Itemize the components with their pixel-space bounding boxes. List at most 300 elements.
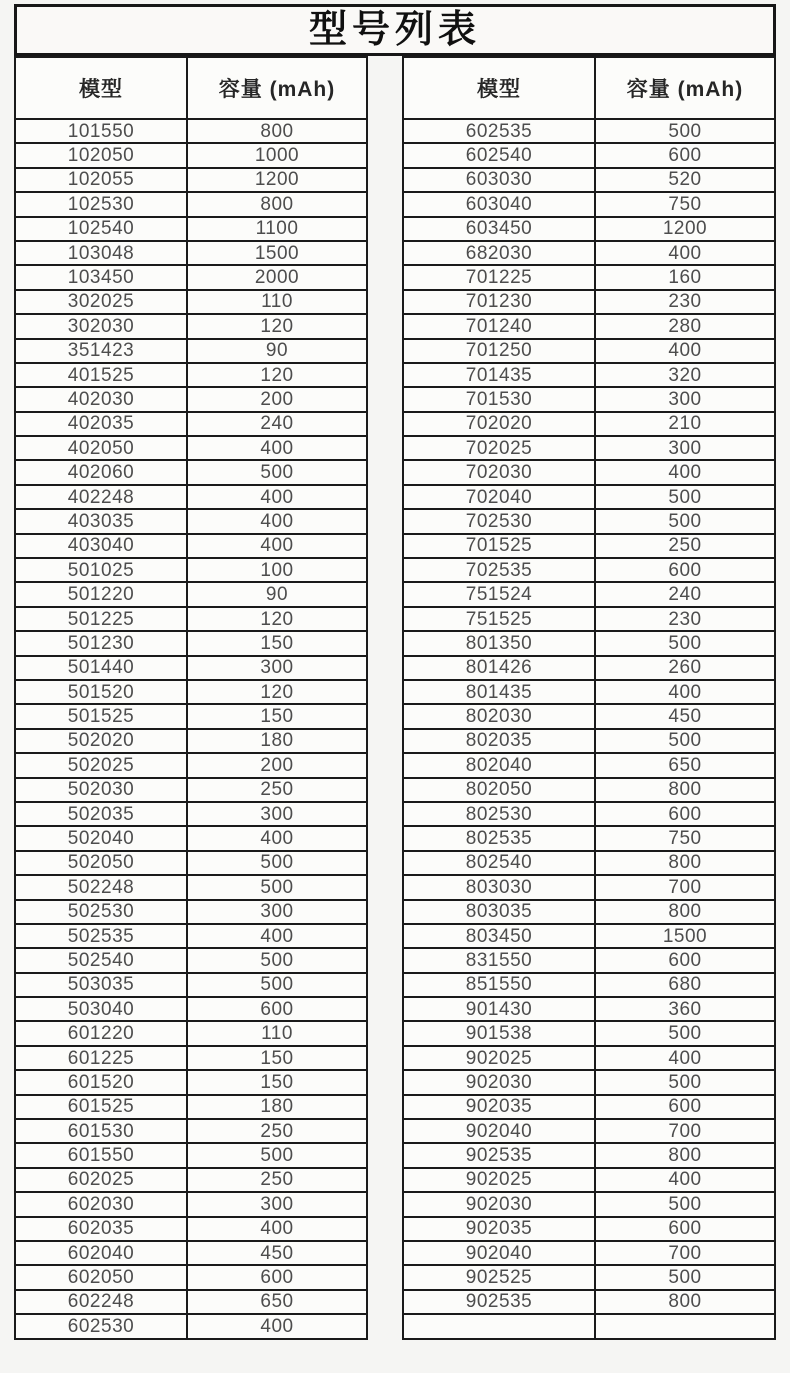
table-row — [403, 1290, 775, 1314]
capacity-cell: 500 — [595, 631, 775, 655]
column-header-model: 模型 — [403, 57, 595, 119]
table-row — [403, 631, 775, 655]
table-row — [15, 509, 367, 533]
capacity-cell: 600 — [187, 1265, 367, 1289]
model-cell: 102055 — [15, 168, 187, 192]
capacity-cell: 400 — [595, 460, 775, 484]
capacity-cell: 320 — [595, 363, 775, 387]
model-cell: 803035 — [403, 900, 595, 924]
capacity-cell: 650 — [187, 1290, 367, 1314]
capacity-cell: 800 — [595, 1290, 775, 1314]
capacity-cell: 600 — [595, 558, 775, 582]
capacity-cell: 110 — [187, 1021, 367, 1045]
table-row — [403, 607, 775, 631]
capacity-cell: 180 — [187, 1095, 367, 1119]
model-cell: 801350 — [403, 631, 595, 655]
capacity-cell: 600 — [595, 1217, 775, 1241]
capacity-cell: 800 — [595, 1143, 775, 1167]
capacity-cell: 230 — [595, 607, 775, 631]
model-cell: 602030 — [15, 1192, 187, 1216]
table-row — [15, 192, 367, 216]
capacity-cell: 280 — [595, 314, 775, 338]
table-row — [15, 1168, 367, 1192]
model-cell: 902030 — [403, 1192, 595, 1216]
capacity-cell: 400 — [595, 1168, 775, 1192]
table-row — [403, 680, 775, 704]
capacity-cell: 120 — [187, 607, 367, 631]
model-cell: 831550 — [403, 948, 595, 972]
table-row — [403, 924, 775, 948]
capacity-cell: 300 — [187, 802, 367, 826]
capacity-cell: 500 — [595, 509, 775, 533]
table-row — [15, 753, 367, 777]
model-cell: 702020 — [403, 412, 595, 436]
model-cell: 402035 — [15, 412, 187, 436]
capacity-cell: 250 — [187, 778, 367, 802]
capacity-cell: 500 — [595, 119, 775, 143]
model-cell: 501525 — [15, 704, 187, 728]
capacity-cell: 180 — [187, 729, 367, 753]
table-row — [403, 509, 775, 533]
capacity-cell: 150 — [187, 631, 367, 655]
model-cell: 602530 — [15, 1314, 187, 1338]
capacity-cell: 500 — [187, 973, 367, 997]
table-row — [403, 900, 775, 924]
table-row — [403, 241, 775, 265]
model-cell: 701230 — [403, 290, 595, 314]
model-cell: 403040 — [15, 534, 187, 558]
table-row — [15, 704, 367, 728]
table-row — [403, 753, 775, 777]
capacity-cell: 90 — [187, 582, 367, 606]
table-row — [15, 1314, 367, 1338]
model-cell: 682030 — [403, 241, 595, 265]
capacity-cell: 500 — [595, 1265, 775, 1289]
column-header-capacity: 容量 (mAh) — [187, 57, 367, 119]
capacity-cell: 2000 — [187, 265, 367, 289]
model-cell: 751524 — [403, 582, 595, 606]
model-cell: 302025 — [15, 290, 187, 314]
table-row — [403, 1265, 775, 1289]
capacity-cell: 520 — [595, 168, 775, 192]
model-cell: 501520 — [15, 680, 187, 704]
model-cell: 503040 — [15, 997, 187, 1021]
model-cell: 801426 — [403, 656, 595, 680]
model-cell: 751525 — [403, 607, 595, 631]
model-cell: 902525 — [403, 1265, 595, 1289]
model-cell: 502025 — [15, 753, 187, 777]
table-row — [403, 729, 775, 753]
capacity-cell: 150 — [187, 1070, 367, 1094]
table-row — [15, 314, 367, 338]
capacity-cell: 110 — [187, 290, 367, 314]
model-cell: 902030 — [403, 1070, 595, 1094]
page-title: 型号列表 — [14, 4, 776, 56]
table-row — [15, 924, 367, 948]
capacity-cell: 260 — [595, 656, 775, 680]
capacity-cell: 450 — [187, 1241, 367, 1265]
capacity-cell: 500 — [187, 875, 367, 899]
model-cell: 502030 — [15, 778, 187, 802]
table-row — [15, 485, 367, 509]
capacity-cell: 600 — [595, 143, 775, 167]
model-cell: 701225 — [403, 265, 595, 289]
capacity-cell: 500 — [595, 729, 775, 753]
model-cell: 902035 — [403, 1217, 595, 1241]
model-cell: 803450 — [403, 924, 595, 948]
table-row — [403, 1217, 775, 1241]
table-row — [15, 558, 367, 582]
model-cell: 603040 — [403, 192, 595, 216]
model-cell: 902025 — [403, 1168, 595, 1192]
capacity-cell — [595, 1314, 775, 1338]
table-row — [403, 387, 775, 411]
model-cell: 701530 — [403, 387, 595, 411]
table-row — [403, 314, 775, 338]
capacity-cell: 400 — [595, 680, 775, 704]
table-row — [15, 656, 367, 680]
table-row — [15, 1290, 367, 1314]
table-row — [403, 1070, 775, 1094]
capacity-cell: 300 — [595, 387, 775, 411]
table-row — [403, 1192, 775, 1216]
capacity-cell: 150 — [187, 1046, 367, 1070]
table-row — [15, 241, 367, 265]
table-row — [15, 1192, 367, 1216]
table-row — [15, 339, 367, 363]
model-cell: 501220 — [15, 582, 187, 606]
model-cell: 902025 — [403, 1046, 595, 1070]
model-cell: 902040 — [403, 1119, 595, 1143]
table-row — [15, 631, 367, 655]
model-cell: 102530 — [15, 192, 187, 216]
table-row — [403, 143, 775, 167]
table-row — [403, 948, 775, 972]
model-cell: 802035 — [403, 729, 595, 753]
capacity-cell: 1200 — [187, 168, 367, 192]
model-cell: 602025 — [15, 1168, 187, 1192]
table-row — [15, 826, 367, 850]
model-cell: 902035 — [403, 1095, 595, 1119]
capacity-cell: 600 — [187, 997, 367, 1021]
model-cell: 402050 — [15, 436, 187, 460]
table-row — [403, 119, 775, 143]
table-row — [403, 582, 775, 606]
table-row — [403, 1095, 775, 1119]
capacity-cell: 300 — [595, 436, 775, 460]
table-row — [15, 802, 367, 826]
table-row — [15, 1217, 367, 1241]
model-cell: 701525 — [403, 534, 595, 558]
capacity-cell: 500 — [595, 1021, 775, 1045]
table-row — [403, 192, 775, 216]
capacity-cell: 400 — [595, 339, 775, 363]
table-row — [15, 387, 367, 411]
model-cell: 602540 — [403, 143, 595, 167]
model-cell: 502530 — [15, 900, 187, 924]
capacity-cell: 800 — [595, 778, 775, 802]
model-cell: 102540 — [15, 217, 187, 241]
table-row — [15, 1265, 367, 1289]
capacity-cell: 800 — [595, 900, 775, 924]
model-cell: 601520 — [15, 1070, 187, 1094]
table-row — [403, 485, 775, 509]
table-row — [403, 778, 775, 802]
capacity-cell: 600 — [595, 1095, 775, 1119]
table-row — [403, 802, 775, 826]
capacity-cell: 250 — [187, 1168, 367, 1192]
capacity-cell: 400 — [187, 924, 367, 948]
model-cell: 601225 — [15, 1046, 187, 1070]
model-cell: 503035 — [15, 973, 187, 997]
table-row — [15, 1021, 367, 1045]
capacity-cell: 400 — [187, 534, 367, 558]
capacity-cell: 750 — [595, 192, 775, 216]
model-cell: 602535 — [403, 119, 595, 143]
table-row — [403, 363, 775, 387]
table-row — [15, 363, 367, 387]
model-cell: 702530 — [403, 509, 595, 533]
model-cell: 502050 — [15, 851, 187, 875]
table-row — [15, 143, 367, 167]
model-cell: 901430 — [403, 997, 595, 1021]
capacity-cell: 120 — [187, 680, 367, 704]
table-row — [15, 290, 367, 314]
capacity-cell: 750 — [595, 826, 775, 850]
table-header-left — [15, 57, 367, 119]
capacity-cell: 120 — [187, 363, 367, 387]
capacity-cell: 90 — [187, 339, 367, 363]
table-row — [15, 973, 367, 997]
capacity-cell: 700 — [595, 875, 775, 899]
table-row — [403, 412, 775, 436]
capacity-cell: 500 — [187, 1143, 367, 1167]
model-cell: 502040 — [15, 826, 187, 850]
model-capacity-table-left — [14, 56, 368, 1340]
table-row — [15, 436, 367, 460]
capacity-cell: 400 — [187, 826, 367, 850]
model-cell: 501025 — [15, 558, 187, 582]
table-row — [15, 1119, 367, 1143]
capacity-cell: 650 — [595, 753, 775, 777]
table-row — [403, 534, 775, 558]
model-cell: 802040 — [403, 753, 595, 777]
column-header-model: 模型 — [15, 57, 187, 119]
column-header-capacity: 容量 (mAh) — [595, 57, 775, 119]
capacity-cell: 800 — [187, 119, 367, 143]
table-row — [403, 1046, 775, 1070]
capacity-cell: 400 — [187, 436, 367, 460]
table-row — [403, 1314, 775, 1338]
capacity-cell: 250 — [187, 1119, 367, 1143]
model-capacity-table-right — [402, 56, 776, 1340]
table-row — [15, 582, 367, 606]
capacity-cell: 700 — [595, 1119, 775, 1143]
table-row — [403, 290, 775, 314]
table-row — [15, 119, 367, 143]
table-header-right — [403, 57, 775, 119]
model-cell: 601530 — [15, 1119, 187, 1143]
capacity-cell: 1500 — [187, 241, 367, 265]
model-cell: 502035 — [15, 802, 187, 826]
model-cell: 602050 — [15, 1265, 187, 1289]
model-cell: 502535 — [15, 924, 187, 948]
table-row — [15, 1095, 367, 1119]
table-row — [403, 265, 775, 289]
capacity-cell: 500 — [595, 1192, 775, 1216]
table-body-left — [15, 119, 367, 1339]
capacity-cell: 100 — [187, 558, 367, 582]
table-row — [15, 778, 367, 802]
model-cell: 702025 — [403, 436, 595, 460]
model-cell: 601550 — [15, 1143, 187, 1167]
table-row — [403, 460, 775, 484]
capacity-cell: 400 — [187, 1217, 367, 1241]
table-row — [403, 1021, 775, 1045]
table-row — [15, 1143, 367, 1167]
capacity-cell: 1200 — [595, 217, 775, 241]
capacity-cell: 200 — [187, 753, 367, 777]
capacity-cell: 400 — [595, 1046, 775, 1070]
model-cell: 502540 — [15, 948, 187, 972]
model-cell: 701240 — [403, 314, 595, 338]
model-cell: 802530 — [403, 802, 595, 826]
table-row — [15, 1046, 367, 1070]
model-cell: 701250 — [403, 339, 595, 363]
capacity-cell: 680 — [595, 973, 775, 997]
table-row — [403, 851, 775, 875]
model-cell: 802540 — [403, 851, 595, 875]
capacity-cell: 500 — [595, 485, 775, 509]
capacity-cell: 400 — [187, 509, 367, 533]
table-row — [15, 607, 367, 631]
table-row — [403, 1143, 775, 1167]
model-cell: 502020 — [15, 729, 187, 753]
table-row — [15, 412, 367, 436]
table-row — [403, 436, 775, 460]
model-cell: 601220 — [15, 1021, 187, 1045]
table-row — [403, 656, 775, 680]
capacity-cell: 400 — [187, 1314, 367, 1338]
model-cell: 402248 — [15, 485, 187, 509]
model-cell: 902535 — [403, 1290, 595, 1314]
capacity-cell: 400 — [595, 241, 775, 265]
model-cell: 802050 — [403, 778, 595, 802]
capacity-cell: 700 — [595, 1241, 775, 1265]
capacity-cell: 240 — [595, 582, 775, 606]
capacity-cell: 800 — [595, 851, 775, 875]
model-cell: 402060 — [15, 460, 187, 484]
model-cell: 702030 — [403, 460, 595, 484]
capacity-cell: 300 — [187, 1192, 367, 1216]
table-row — [15, 851, 367, 875]
capacity-cell: 160 — [595, 265, 775, 289]
table-row — [15, 948, 367, 972]
model-cell: 501440 — [15, 656, 187, 680]
capacity-cell: 1500 — [595, 924, 775, 948]
model-cell: 851550 — [403, 973, 595, 997]
model-cell: 502248 — [15, 875, 187, 899]
model-cell: 902535 — [403, 1143, 595, 1167]
model-cell: 602248 — [15, 1290, 187, 1314]
capacity-cell: 1100 — [187, 217, 367, 241]
capacity-cell: 240 — [187, 412, 367, 436]
model-cell: 702535 — [403, 558, 595, 582]
table-row — [403, 826, 775, 850]
model-cell: 801435 — [403, 680, 595, 704]
model-cell: 103450 — [15, 265, 187, 289]
table-row — [15, 900, 367, 924]
model-cell: 702040 — [403, 485, 595, 509]
capacity-cell: 800 — [187, 192, 367, 216]
table-row — [15, 875, 367, 899]
model-cell: 102050 — [15, 143, 187, 167]
capacity-cell: 500 — [187, 851, 367, 875]
model-cell: 802535 — [403, 826, 595, 850]
model-cell: 402030 — [15, 387, 187, 411]
capacity-cell: 210 — [595, 412, 775, 436]
model-cell: 602040 — [15, 1241, 187, 1265]
model-cell: 901538 — [403, 1021, 595, 1045]
model-cell: 302030 — [15, 314, 187, 338]
table-row — [403, 217, 775, 241]
model-cell — [403, 1314, 595, 1338]
model-cell: 902040 — [403, 1241, 595, 1265]
model-cell: 103048 — [15, 241, 187, 265]
capacity-cell: 600 — [595, 802, 775, 826]
table-row — [15, 729, 367, 753]
capacity-cell: 500 — [595, 1070, 775, 1094]
table-row — [403, 1241, 775, 1265]
capacity-cell: 600 — [595, 948, 775, 972]
model-cell: 803030 — [403, 875, 595, 899]
tables-container — [14, 56, 776, 1340]
model-cell: 802030 — [403, 704, 595, 728]
model-cell: 701435 — [403, 363, 595, 387]
model-cell: 601525 — [15, 1095, 187, 1119]
capacity-cell: 1000 — [187, 143, 367, 167]
table-row — [403, 997, 775, 1021]
table-row — [15, 1070, 367, 1094]
capacity-cell: 360 — [595, 997, 775, 1021]
model-cell: 501225 — [15, 607, 187, 631]
table-row — [403, 973, 775, 997]
table-row — [15, 534, 367, 558]
table-row — [403, 558, 775, 582]
table-row — [15, 265, 367, 289]
capacity-cell: 500 — [187, 948, 367, 972]
model-cell: 401525 — [15, 363, 187, 387]
model-cell: 501230 — [15, 631, 187, 655]
capacity-cell: 200 — [187, 387, 367, 411]
capacity-cell: 500 — [187, 460, 367, 484]
model-cell: 351423 — [15, 339, 187, 363]
table-row — [403, 168, 775, 192]
table-row — [15, 460, 367, 484]
capacity-cell: 250 — [595, 534, 775, 558]
model-cell: 603450 — [403, 217, 595, 241]
table-row — [403, 339, 775, 363]
table-row — [15, 168, 367, 192]
table-row — [15, 680, 367, 704]
capacity-cell: 300 — [187, 900, 367, 924]
model-cell: 101550 — [15, 119, 187, 143]
header-row — [15, 57, 367, 119]
capacity-cell: 400 — [187, 485, 367, 509]
model-cell: 602035 — [15, 1217, 187, 1241]
table-row — [403, 1119, 775, 1143]
table-row — [15, 217, 367, 241]
